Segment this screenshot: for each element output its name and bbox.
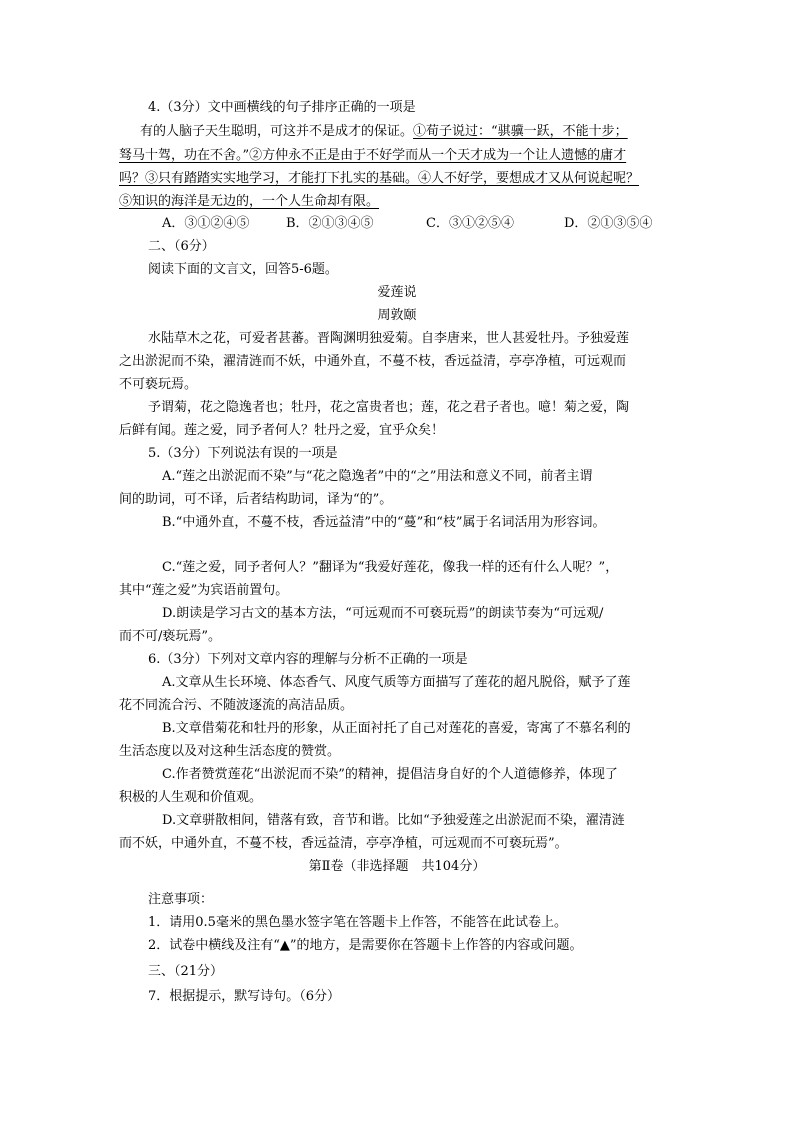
q5-option-a-cont: 间的助词，可不译，后者结构助词，译为“的”。 <box>119 492 393 507</box>
passage-author: 周敦颐 <box>377 308 417 323</box>
passage-title: 爱莲说 <box>377 285 417 300</box>
q6-stem: 6.（3分）下列对文章内容的理解与分析不正确的一项是 <box>148 652 468 667</box>
q6-option-a-cont: 花不同流合污、不随波逐流的高洁品质。 <box>119 698 354 713</box>
q6-option-c-cont: 积极的人生观和价值观。 <box>119 790 263 805</box>
q6-option-b[interactable]: B.文章借菊花和牡丹的形象，从正面衬托了自己对莲花的喜爱，寄寓了不慕名利的 <box>162 721 631 736</box>
q7-stem: 7．根据提示，默写诗句。（6分） <box>148 989 341 1004</box>
q4-passage-line-1 <box>140 122 628 142</box>
q5-option-b[interactable]: B.“中通外直，不蔓不枝，香远益清”中的“蔓”和“枝”属于名词活用为形容词。 <box>162 515 606 530</box>
q5-stem: 5.（3分）下列说法有误的一项是 <box>148 446 338 461</box>
section-2-heading: 二、（6分） <box>148 239 215 254</box>
q5-option-d-cont: 而不可/亵玩焉”。 <box>119 629 222 644</box>
passage-para1-line: 不可亵玩焉。 <box>119 377 198 392</box>
q4-option-c[interactable]: C．③①②⑤④ <box>426 216 514 231</box>
q5-option-d[interactable]: D.朗读是学习古文的基本方法，“可远观而不可亵玩焉”的朗读节奏为“可远观/ <box>162 606 604 621</box>
q4-option-d[interactable]: D．②①③⑤④ <box>564 216 653 231</box>
passage-para2-line: 予谓菊，花之隐逸者也；牡丹，花之富贵者也；莲，花之君子者也。噫！菊之爱，陶 <box>148 400 630 415</box>
note-1: 1．请用0.5毫米的黑色墨水签字笔在答题卡上作答，不能答在此试卷上。 <box>148 915 567 930</box>
q4-lead-text: 有的人脑子天生聪明，可这并不是成才的保证。 <box>140 124 414 139</box>
q4-underlined-sentence: 吗？③只有踏踏实实地学习，才能打下扎实的基础。④人不好学，要想成才又从何说起呢？ <box>119 171 640 186</box>
q5-option-a[interactable]: A.“莲之出淤泥而不染”与“花之隐逸者”中的“之”用法和意义不同，前者主谓 <box>162 469 593 484</box>
q4-stem: 4.（3分）文中画横线的句子排序正确的一项是 <box>148 100 416 115</box>
passage-para1-line: 水陆草木之花，可爱者甚蕃。晋陶渊明独爱菊。自李唐来，世人甚爱牡丹。予独爱莲 <box>148 331 630 346</box>
q6-option-b-cont: 生活态度以及对这种生活态度的赞赏。 <box>119 744 341 759</box>
q5-option-c[interactable]: C.“莲之爱，同予者何人？”翻译为“我爱好莲花，像我一样的还有什么人呢？”， <box>162 560 619 575</box>
passage-para1-line: 之出淤泥而不染，濯清涟而不妖，中通外直，不蔓不枝，香远益清，亭亭净植，可远观而 <box>119 354 627 369</box>
q6-option-d[interactable]: D.文章骈散相间，错落有致，音节和谐。比如“予独爱莲之出淤泥而不染，濯清涟 <box>162 813 625 828</box>
passage-para2-line: 后鲜有闻。莲之爱，同予者何人？牡丹之爱，宜乎众矣！ <box>119 423 445 438</box>
part-2-title: 第Ⅱ卷（非选择题 共104分） <box>308 859 486 874</box>
section-2-instruction: 阅读下面的文言文，回答5-6题。 <box>148 262 338 277</box>
notes-heading: 注意事项： <box>148 892 214 907</box>
q4-underlined-sentence: ⑤知识的海洋是无边的，一个人生命却有限。 <box>119 194 380 209</box>
q5-option-c-cont: 其中“莲之爱”为宾语前置句。 <box>119 583 289 598</box>
q4-underlined-sentence: 驽马十驾，功在不舍。”②方仲永不正是由于不好学而从一个天才成为一个让人遗憾的庸才 <box>119 148 627 163</box>
q4-option-a[interactable]: A．③①②④⑤ <box>162 216 250 231</box>
note-2: 2．试卷中横线及注有“▲”的地方，是需要你在答题卡上作答的内容或问题。 <box>148 938 583 953</box>
q4-underlined-sentence: ①荀子说过：“骐骥一跃，不能十步； <box>413 124 628 139</box>
q6-option-d-cont: 而不妖，中通外直，不蔓不枝，香远益清，亭亭净植，可远观而不可亵玩焉”。 <box>119 836 568 851</box>
q6-option-c[interactable]: C.作者赞赏莲花“出淤泥而不染”的精神，提倡洁身自好的个人道德修养，体现了 <box>162 767 618 782</box>
section-3-heading: 三、（21分） <box>148 964 224 979</box>
q4-option-b[interactable]: B．②①③④⑤ <box>286 216 374 231</box>
q6-option-a[interactable]: A.文章从生长环境、体态香气、风度气质等方面描写了莲花的超凡脱俗，赋予了莲 <box>162 675 631 690</box>
